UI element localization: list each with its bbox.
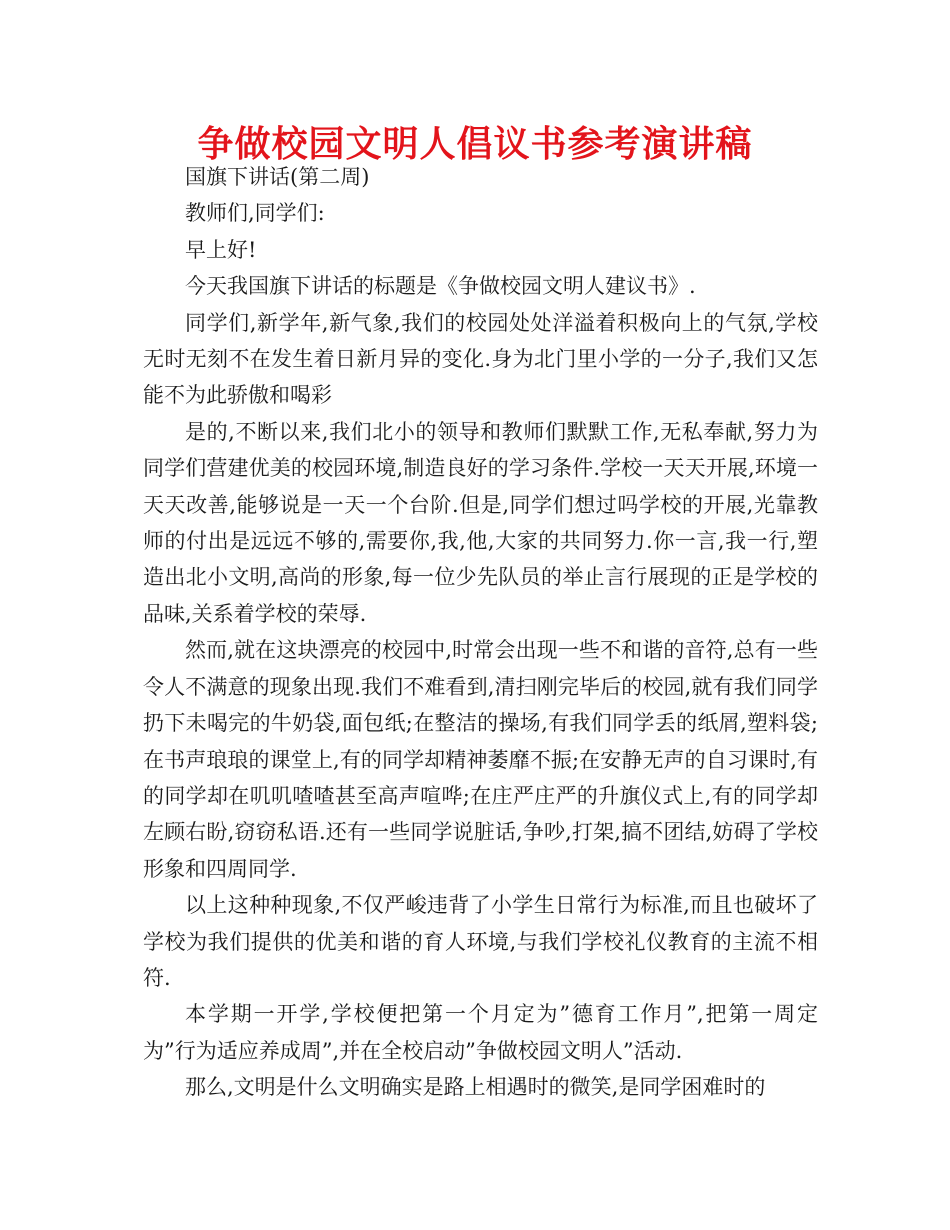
topic-paragraph: 今天我国旗下讲话的标题是《争做校园文明人建议书》. [185, 274, 696, 299]
body-paragraph: 同学们,新学年,新气象,我们的校园处处洋溢着积极向上的气氛,学校无时无刻不在发生着日新月异的变化.身为北门里小学的一分子,我们又怎能不为此骄傲和喝彩 [143, 310, 818, 408]
salutation: 教师们,同学们: [185, 201, 325, 226]
speech-subtitle: 国旗下讲话(第二周) [185, 165, 370, 189]
body-paragraph: 以上这种种现象,不仅严峻违背了小学生日常行为标准,而且也破坏了学校为我们提供的优美和谐的育人环境,与我们学校礼仪教育的主流不相符. [143, 893, 818, 990]
body-paragraph: 本学期一开学,学校便把第一个月定为”德育工作月”,把第一周定为”行为适应养成周”,并在全校启动”争做校园文明人”活动. [143, 1002, 818, 1063]
body-paragraph: 然而,就在这块漂亮的校园中,时常会出现一些不和谐的音符,总有一些令人不满意的现象出现.我们不难看到,清扫刚完毕后的校园,就有我们同学扔下未喝完的牛奶袋,面包纸;在整洁的操场,有我们同学丢的纸屑,塑料袋;在书声琅琅的课堂上,有的同学却精神萎靡不振;在安静无声的自习课时,有的同学却在叽叽喳喳甚至高声喧哗;在庄严庄严的升旗仪式上,有的同学却左顾右盼,窃窃私语.还有一些同学说脏话,争吵,打架,搞不团结,妨碍了学校形象和四周同学. [143, 638, 818, 881]
document-title: 争做校园文明人倡议书参考演讲稿 [197, 124, 753, 165]
document-body [143, 159, 818, 1106]
greeting: 早上好! [185, 237, 257, 262]
body-paragraph: 是的,不断以来,我们北小的领导和教师们默默工作,无私奉献,努力为同学们营建优美的校园环境,制造良好的学习条件.学校一天天开展,环境一天天改善,能够说是一天一个台阶.但是,同学们想过吗学校的开展,光靠教师的付出是远远不够的,需要你,我,他,大家的共同努力.你一言,我一行,塑造出北小文明,高尚的形象,每一位少先队员的举止言行展现的正是学校的品味,关系着学校的荣辱. [143, 419, 818, 626]
body-paragraph: 那么,文明是什么文明确实是路上相遇时的微笑,是同学困难时的 [185, 1075, 766, 1100]
